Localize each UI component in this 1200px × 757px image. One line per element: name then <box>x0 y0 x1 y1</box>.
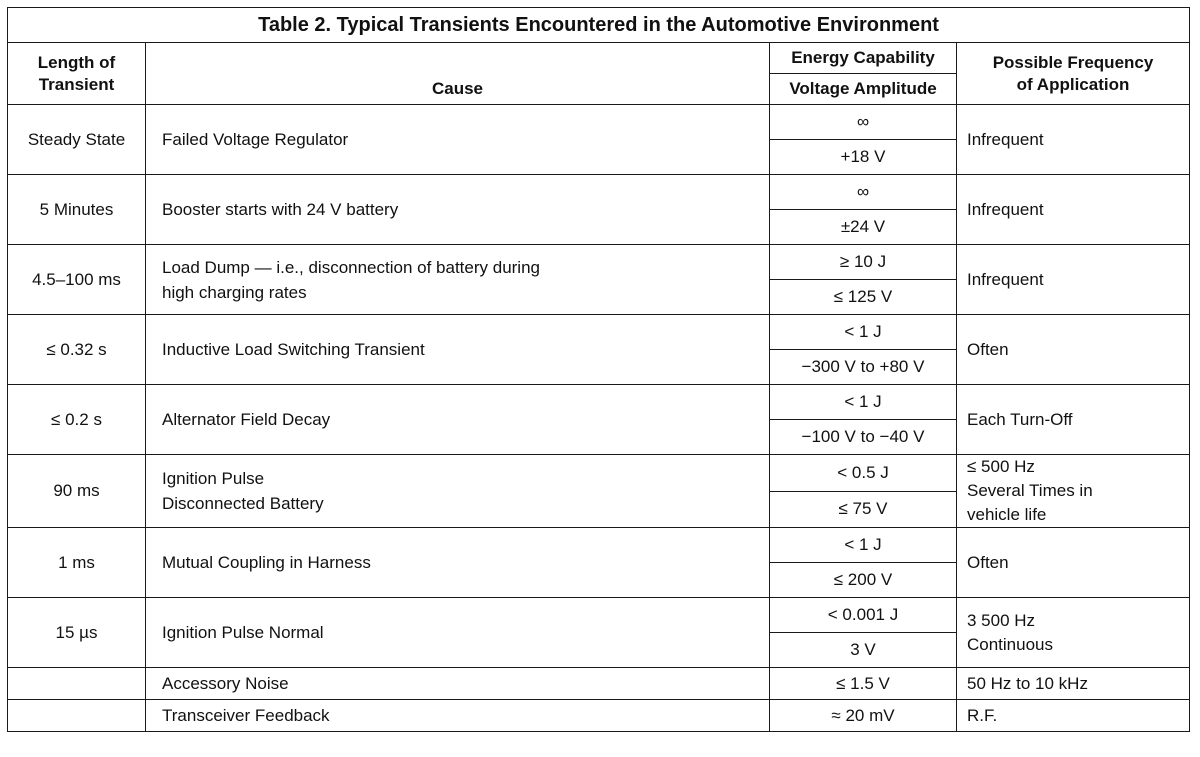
header-cause: Cause <box>146 43 770 105</box>
length-cell: ≤ 0.32 s <box>8 315 146 385</box>
length-cell <box>8 668 146 700</box>
header-row <box>8 43 1190 74</box>
voltage-cell: ≤ 75 V <box>770 491 957 528</box>
frequency-line: Infrequent <box>967 269 1044 289</box>
transients-table <box>7 7 1190 732</box>
frequency-cell <box>957 385 1190 455</box>
table-row <box>8 105 1190 140</box>
frequency-cell <box>957 175 1190 245</box>
frequency-line: 3 500 Hz <box>967 610 1036 630</box>
table-row <box>8 315 1190 350</box>
cause-line: high charging rates <box>162 282 307 302</box>
frequency-cell <box>957 105 1190 175</box>
frequency-line: Often <box>967 552 1009 572</box>
length-cell: 4.5–100 ms <box>8 245 146 315</box>
energy-cell: < 1 J <box>770 528 957 563</box>
frequency-line: Each Turn-Off <box>967 409 1073 429</box>
voltage-cell: ≤ 200 V <box>770 563 957 598</box>
energy-cell: < 1 J <box>770 385 957 420</box>
cause-cell <box>146 105 770 175</box>
energy-cell: ≥ 10 J <box>770 245 957 280</box>
cause-line: Failed Voltage Regulator <box>162 130 349 149</box>
frequency-cell <box>957 455 1190 528</box>
voltage-cell: ≤ 125 V <box>770 280 957 315</box>
header-frequency <box>957 43 1190 105</box>
table-row <box>8 385 1190 420</box>
frequency-cell <box>957 245 1190 315</box>
frequency-cell <box>957 315 1190 385</box>
cause-cell: Accessory Noise <box>146 668 770 700</box>
energy-cell: ∞ <box>770 175 957 210</box>
frequency-line: Infrequent <box>967 129 1044 149</box>
frequency-line: Often <box>967 339 1009 359</box>
table-row <box>8 175 1190 210</box>
frequency-cell: R.F. <box>957 700 1190 732</box>
title-row <box>8 8 1190 43</box>
length-cell: 15 µs <box>8 598 146 668</box>
frequency-cell <box>957 528 1190 598</box>
cause-cell <box>146 385 770 455</box>
cause-line: Disconnected Battery <box>162 494 324 513</box>
cause-cell <box>146 315 770 385</box>
header-length <box>8 43 146 105</box>
voltage-cell: +18 V <box>770 140 957 175</box>
voltage-cell: −300 V to +80 V <box>770 350 957 385</box>
frequency-line: Infrequent <box>967 199 1044 219</box>
length-cell: 90 ms <box>8 455 146 528</box>
cause-cell <box>146 598 770 668</box>
cause-line: Ignition Pulse <box>162 469 265 488</box>
cause-cell <box>146 245 770 315</box>
frequency-line: Continuous <box>967 634 1054 654</box>
frequency-line: vehicle life <box>967 505 1047 524</box>
table-row <box>8 700 1190 732</box>
table-row <box>8 598 1190 633</box>
frequency-line: Several Times in <box>967 481 1093 500</box>
length-cell: 1 ms <box>8 528 146 598</box>
energy-cell: < 0.5 J <box>770 455 957 492</box>
voltage-cell: ±24 V <box>770 210 957 245</box>
header-frequency-line2: of Application <box>1016 74 1130 94</box>
header-frequency-line1: Possible Frequency <box>992 52 1154 72</box>
table-row <box>8 668 1190 700</box>
voltage-cell: 3 V <box>770 633 957 668</box>
cause-line: Load Dump — i.e., disconnection of battery during <box>162 257 540 277</box>
length-cell: 5 Minutes <box>8 175 146 245</box>
length-cell: ≤ 0.2 s <box>8 385 146 455</box>
frequency-line: ≤ 500 Hz <box>967 457 1035 476</box>
header-energy-capability: Energy Capability <box>770 43 957 74</box>
cause-cell <box>146 175 770 245</box>
value-cell: ≈ 20 mV <box>770 700 957 732</box>
value-cell: ≤ 1.5 V <box>770 668 957 700</box>
energy-cell: ∞ <box>770 105 957 140</box>
cause-line: Alternator Field Decay <box>162 410 331 429</box>
cause-cell <box>146 528 770 598</box>
table-row <box>8 245 1190 280</box>
cause-cell <box>146 455 770 528</box>
table-title: Table 2. Typical Transients Encountered in the Automotive Environment <box>8 8 1190 43</box>
table-row <box>8 455 1190 492</box>
cause-line: Ignition Pulse Normal <box>162 623 324 642</box>
header-length-line2: Transient <box>38 74 115 94</box>
header-voltage-amplitude: Voltage Amplitude <box>770 74 957 105</box>
cause-line: Inductive Load Switching Transient <box>162 340 425 359</box>
length-cell <box>8 700 146 732</box>
frequency-cell <box>957 598 1190 668</box>
cause-line: Booster starts with 24 V battery <box>162 200 399 219</box>
voltage-cell: −100 V to −40 V <box>770 420 957 455</box>
energy-cell: < 0.001 J <box>770 598 957 633</box>
table-row <box>8 528 1190 563</box>
cause-cell: Transceiver Feedback <box>146 700 770 732</box>
cause-line: Mutual Coupling in Harness <box>162 553 371 572</box>
header-length-line1: Length of <box>37 52 116 72</box>
length-cell: Steady State <box>8 105 146 175</box>
energy-cell: < 1 J <box>770 315 957 350</box>
frequency-cell: 50 Hz to 10 kHz <box>957 668 1190 700</box>
